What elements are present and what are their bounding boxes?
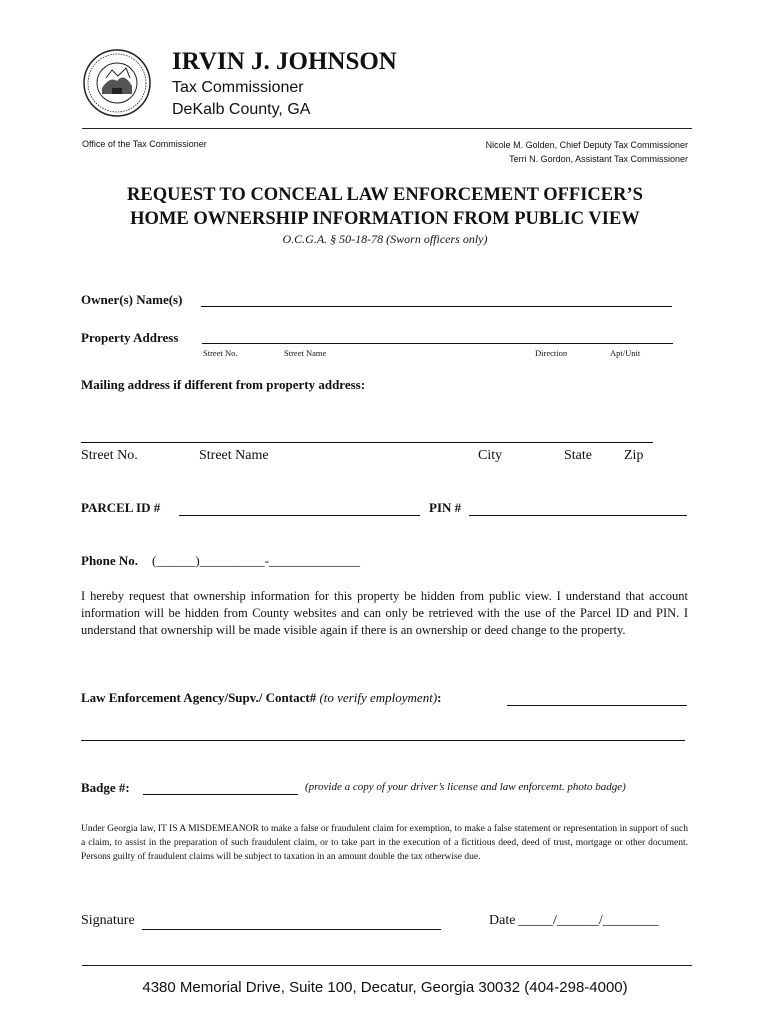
form-title-line2: HOME OWNERSHIP INFORMATION FROM PUBLIC VIEW (130, 209, 640, 229)
badge-field[interactable] (143, 781, 298, 795)
owner-name-field[interactable] (201, 292, 672, 307)
parcel-id-field[interactable] (179, 502, 420, 516)
sub-apt-unit: Apt/Unit (610, 348, 641, 358)
property-address-field[interactable] (202, 329, 673, 344)
mailing-zip: Zip (624, 448, 644, 463)
agency-colon: : (437, 690, 442, 705)
footer-divider (82, 965, 692, 966)
signature-field[interactable] (142, 915, 441, 930)
parcel-id-label: PARCEL ID # (81, 500, 161, 515)
county-seal-logo (82, 48, 152, 118)
office-label: Office of the Tax Commissioner (82, 139, 207, 149)
phone-label: Phone No. (81, 553, 139, 568)
agency-label: Law Enforcement Agency/Supv./ Contact# (81, 690, 317, 705)
deputy-block (486, 139, 688, 166)
mailing-address-field[interactable] (81, 428, 653, 443)
request-statement: I hereby request that ownership information for this property be hidden from public view. I understand that account information will be hidden from County websites and can only be retrieved with the use of the Parcel ID and PIN. I understand that ownership will be made visible again if there is an ownership or deed change to the property. (81, 589, 688, 637)
assistant-commissioner: Terri N. Gordon, Assistant Tax Commissioner (509, 153, 688, 164)
agency-field[interactable] (507, 692, 687, 706)
pin-label: PIN # (429, 500, 462, 515)
badge-label: Badge #: (81, 780, 130, 795)
mailing-state: State (564, 448, 592, 463)
form-citation: O.C.G.A. § 50-18-78 (Sworn officers only) (282, 232, 488, 246)
header-divider (82, 128, 692, 129)
agency-field-line2[interactable] (81, 727, 685, 741)
commissioner-title: Tax Commissioner (172, 79, 304, 96)
misdemeanor-warning: Under Georgia law, IT IS A MISDEMEANOR to make a false or fraudulent claim for exemption, to make a false statement or representation in support of such a claim, to assist in the preparation of such fraudulent claim, or to take part in the execution of a fictitious deed, deed of trust, mortgage or other document. Persons guilty of fraudulent claims will be subject to taxation in an amount double the tax otherwise due. (81, 824, 688, 862)
sub-street-name: Street Name (284, 348, 327, 358)
badge-note: (provide a copy of your driver’s license and law enforcemt. photo badge) (305, 781, 626, 793)
sub-direction: Direction (535, 348, 568, 358)
office-address: 4380 Memorial Drive, Suite 100, Decatur, Georgia 30032 (404-298-4000) (142, 979, 628, 996)
form-title-line1: REQUEST TO CONCEAL LAW ENFORCEMENT OFFICER’S (127, 185, 643, 205)
owner-label: Owner(s) Name(s) (81, 292, 183, 307)
mailing-street-no: Street No. (81, 448, 138, 463)
agency-note: (to verify employment) (319, 690, 438, 705)
property-address-label: Property Address (81, 330, 179, 345)
pin-field[interactable] (469, 502, 687, 516)
mailing-street-name: Street Name (199, 448, 269, 463)
sub-street-no: Street No. (203, 348, 238, 358)
date-field[interactable]: _____/______/________ (518, 913, 659, 928)
mailing-address-label: Mailing address if different from property address: (81, 377, 366, 392)
agency-label-row (81, 690, 442, 706)
mailing-city: City (478, 448, 503, 463)
date-label: Date (489, 913, 516, 928)
chief-deputy: Nicole M. Golden, Chief Deputy Tax Commissioner (485, 140, 688, 150)
county-name: DeKalb County, GA (172, 101, 311, 118)
commissioner-name: IRVIN J. JOHNSON (172, 48, 397, 75)
signature-label: Signature (81, 913, 135, 928)
phone-field[interactable]: (______)__________-______________ (152, 553, 360, 568)
